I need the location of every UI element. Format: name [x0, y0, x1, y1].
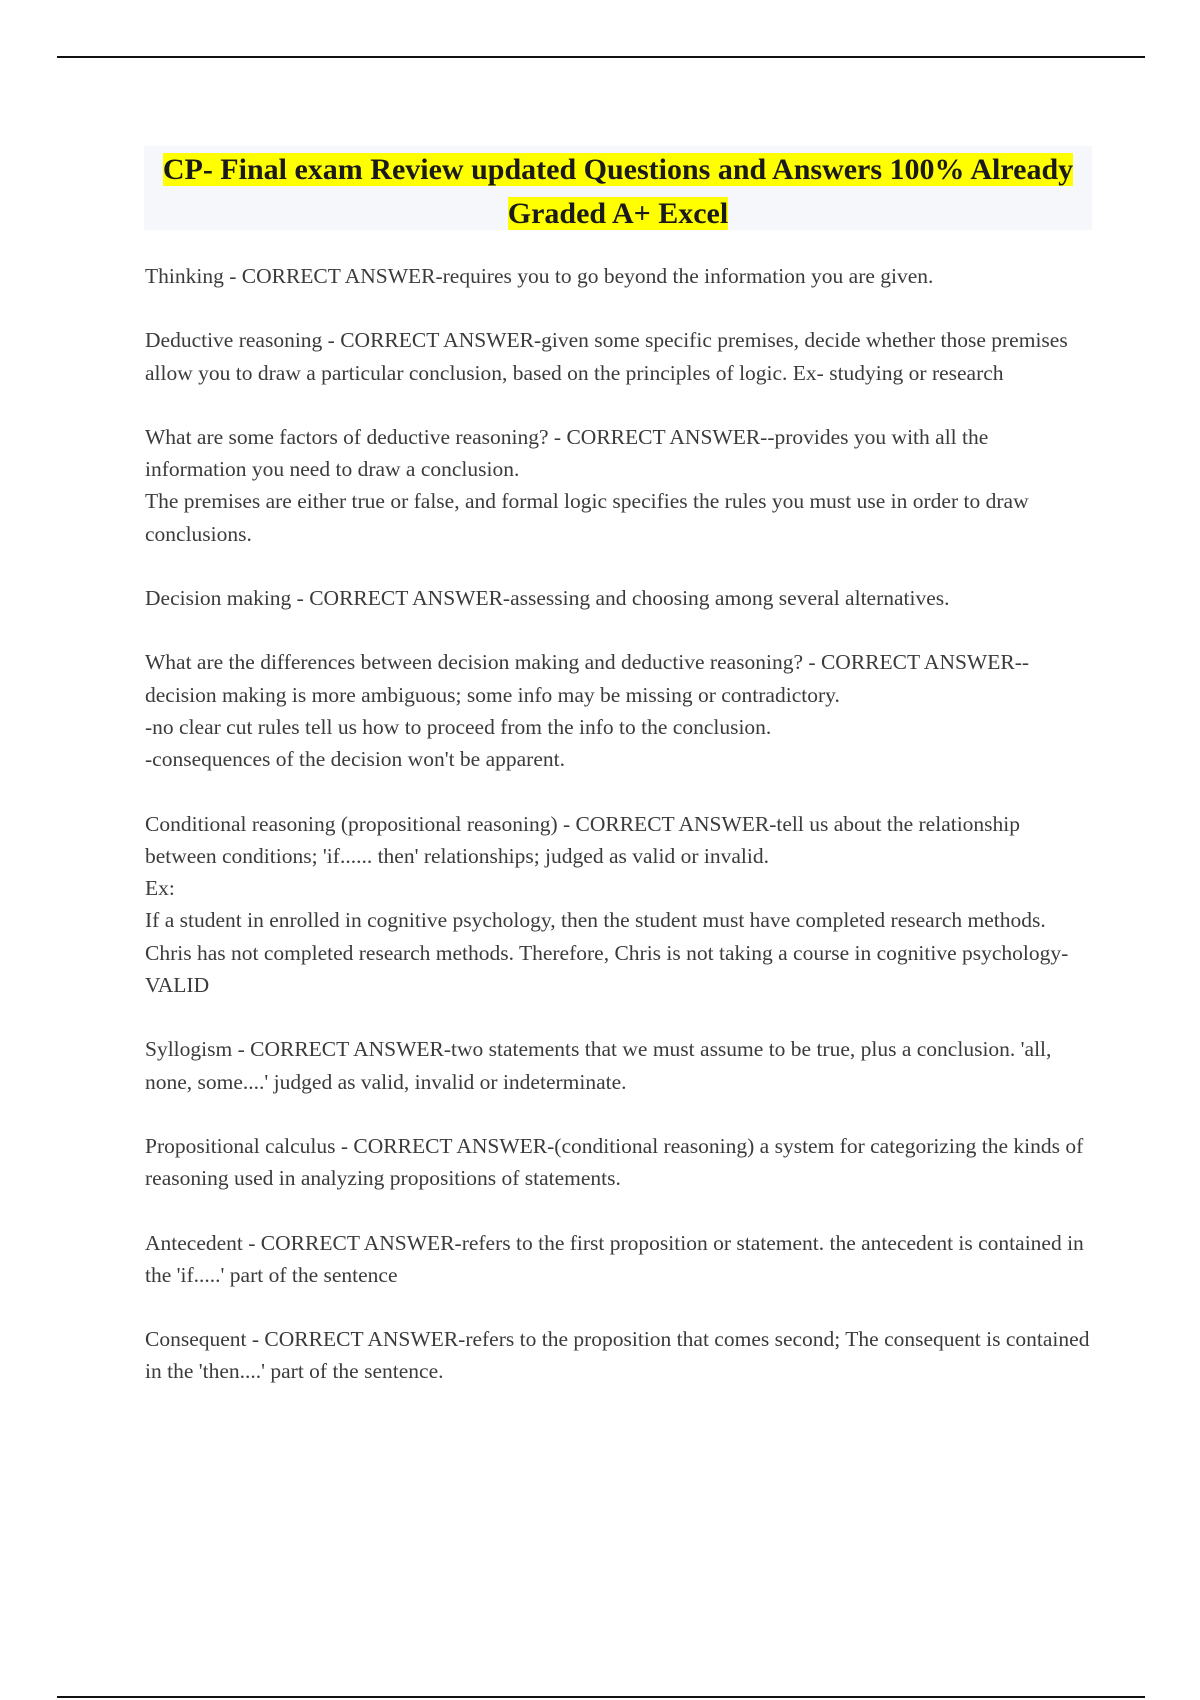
qa-entry-thinking	[145, 260, 1095, 292]
qa-text: What are the differences between decision making and deductive reasoning? - CORRECT ANSWER-- decision making is more ambiguous; some info may be missing or contradictory.	[145, 650, 1030, 707]
qa-entry-differences	[145, 646, 1095, 775]
qa-text: Consequent - CORRECT ANSWER-refers to the proposition that comes second; The consequent is contained in the 'then....' part of the sentence.	[145, 1327, 1090, 1384]
qa-text: -no clear cut rules tell us how to proceed from the info to the conclusion.	[145, 714, 772, 739]
qa-entry-deductive-reasoning	[145, 324, 1095, 389]
qa-text: -consequences of the decision won't be apparent.	[145, 747, 565, 772]
qa-text: If a student in enrolled in cognitive psychology, then the student must have completed research methods.	[145, 908, 1046, 933]
qa-entry-propositional-calculus	[145, 1130, 1095, 1195]
document-title: CP- Final exam Review updated Questions and Answers 100% Already Graded A+ Excel	[162, 153, 1074, 230]
qa-list	[145, 260, 1095, 1420]
qa-text: Decision making - CORRECT ANSWER-assessing and choosing among several alternatives.	[145, 586, 950, 611]
qa-text: The premises are either true or false, and formal logic specifies the rules you must use in order to draw conclusions.	[145, 489, 1029, 546]
qa-entry-factors-deductive	[145, 421, 1095, 550]
qa-entry-antecedent	[145, 1227, 1095, 1292]
qa-text: Thinking - CORRECT ANSWER-requires you to go beyond the information you are given.	[145, 264, 934, 288]
qa-text: Propositional calculus - CORRECT ANSWER-(conditional reasoning) a system for categorizing the kinds of reasoning used in analyzing propositions of statements.	[145, 1133, 1084, 1191]
qa-entry-decision-making	[145, 582, 1095, 614]
qa-entry-syllogism	[145, 1033, 1095, 1098]
qa-text: Conditional reasoning (propositional reasoning) - CORRECT ANSWER-tell us about the relationship between conditions; 'if...... then' relationships; judged as valid or invalid.	[145, 811, 1021, 868]
qa-text: Chris has not completed research methods. Therefore, Chris is not taking a course in cognitive psychology-VALID	[145, 940, 1069, 998]
footer-rule	[57, 1696, 1145, 1698]
qa-text: Deductive reasoning - CORRECT ANSWER-given some specific premises, decide whether those premises allow you to draw a particular conclusion, based on the principles of logic. Ex- studying or research	[145, 328, 1068, 385]
qa-text: What are some factors of deductive reasoning? - CORRECT ANSWER--provides you with all the information you need to draw a conclusion.	[145, 424, 989, 482]
title-block	[144, 146, 1092, 230]
qa-text: Syllogism - CORRECT ANSWER-two statements that we must assume to be true, plus a conclusion. 'all, none, some....' judged as valid, invalid or indeterminate.	[145, 1037, 1052, 1094]
qa-text: Antecedent - CORRECT ANSWER-refers to the first proposition or statement. the antecedent is contained in the 'if.....' part of the sentence	[145, 1230, 1084, 1287]
qa-entry-consequent	[145, 1323, 1095, 1388]
header-rule	[57, 56, 1145, 58]
qa-entry-conditional-reasoning	[145, 808, 1095, 1002]
qa-text: Ex:	[145, 876, 175, 901]
